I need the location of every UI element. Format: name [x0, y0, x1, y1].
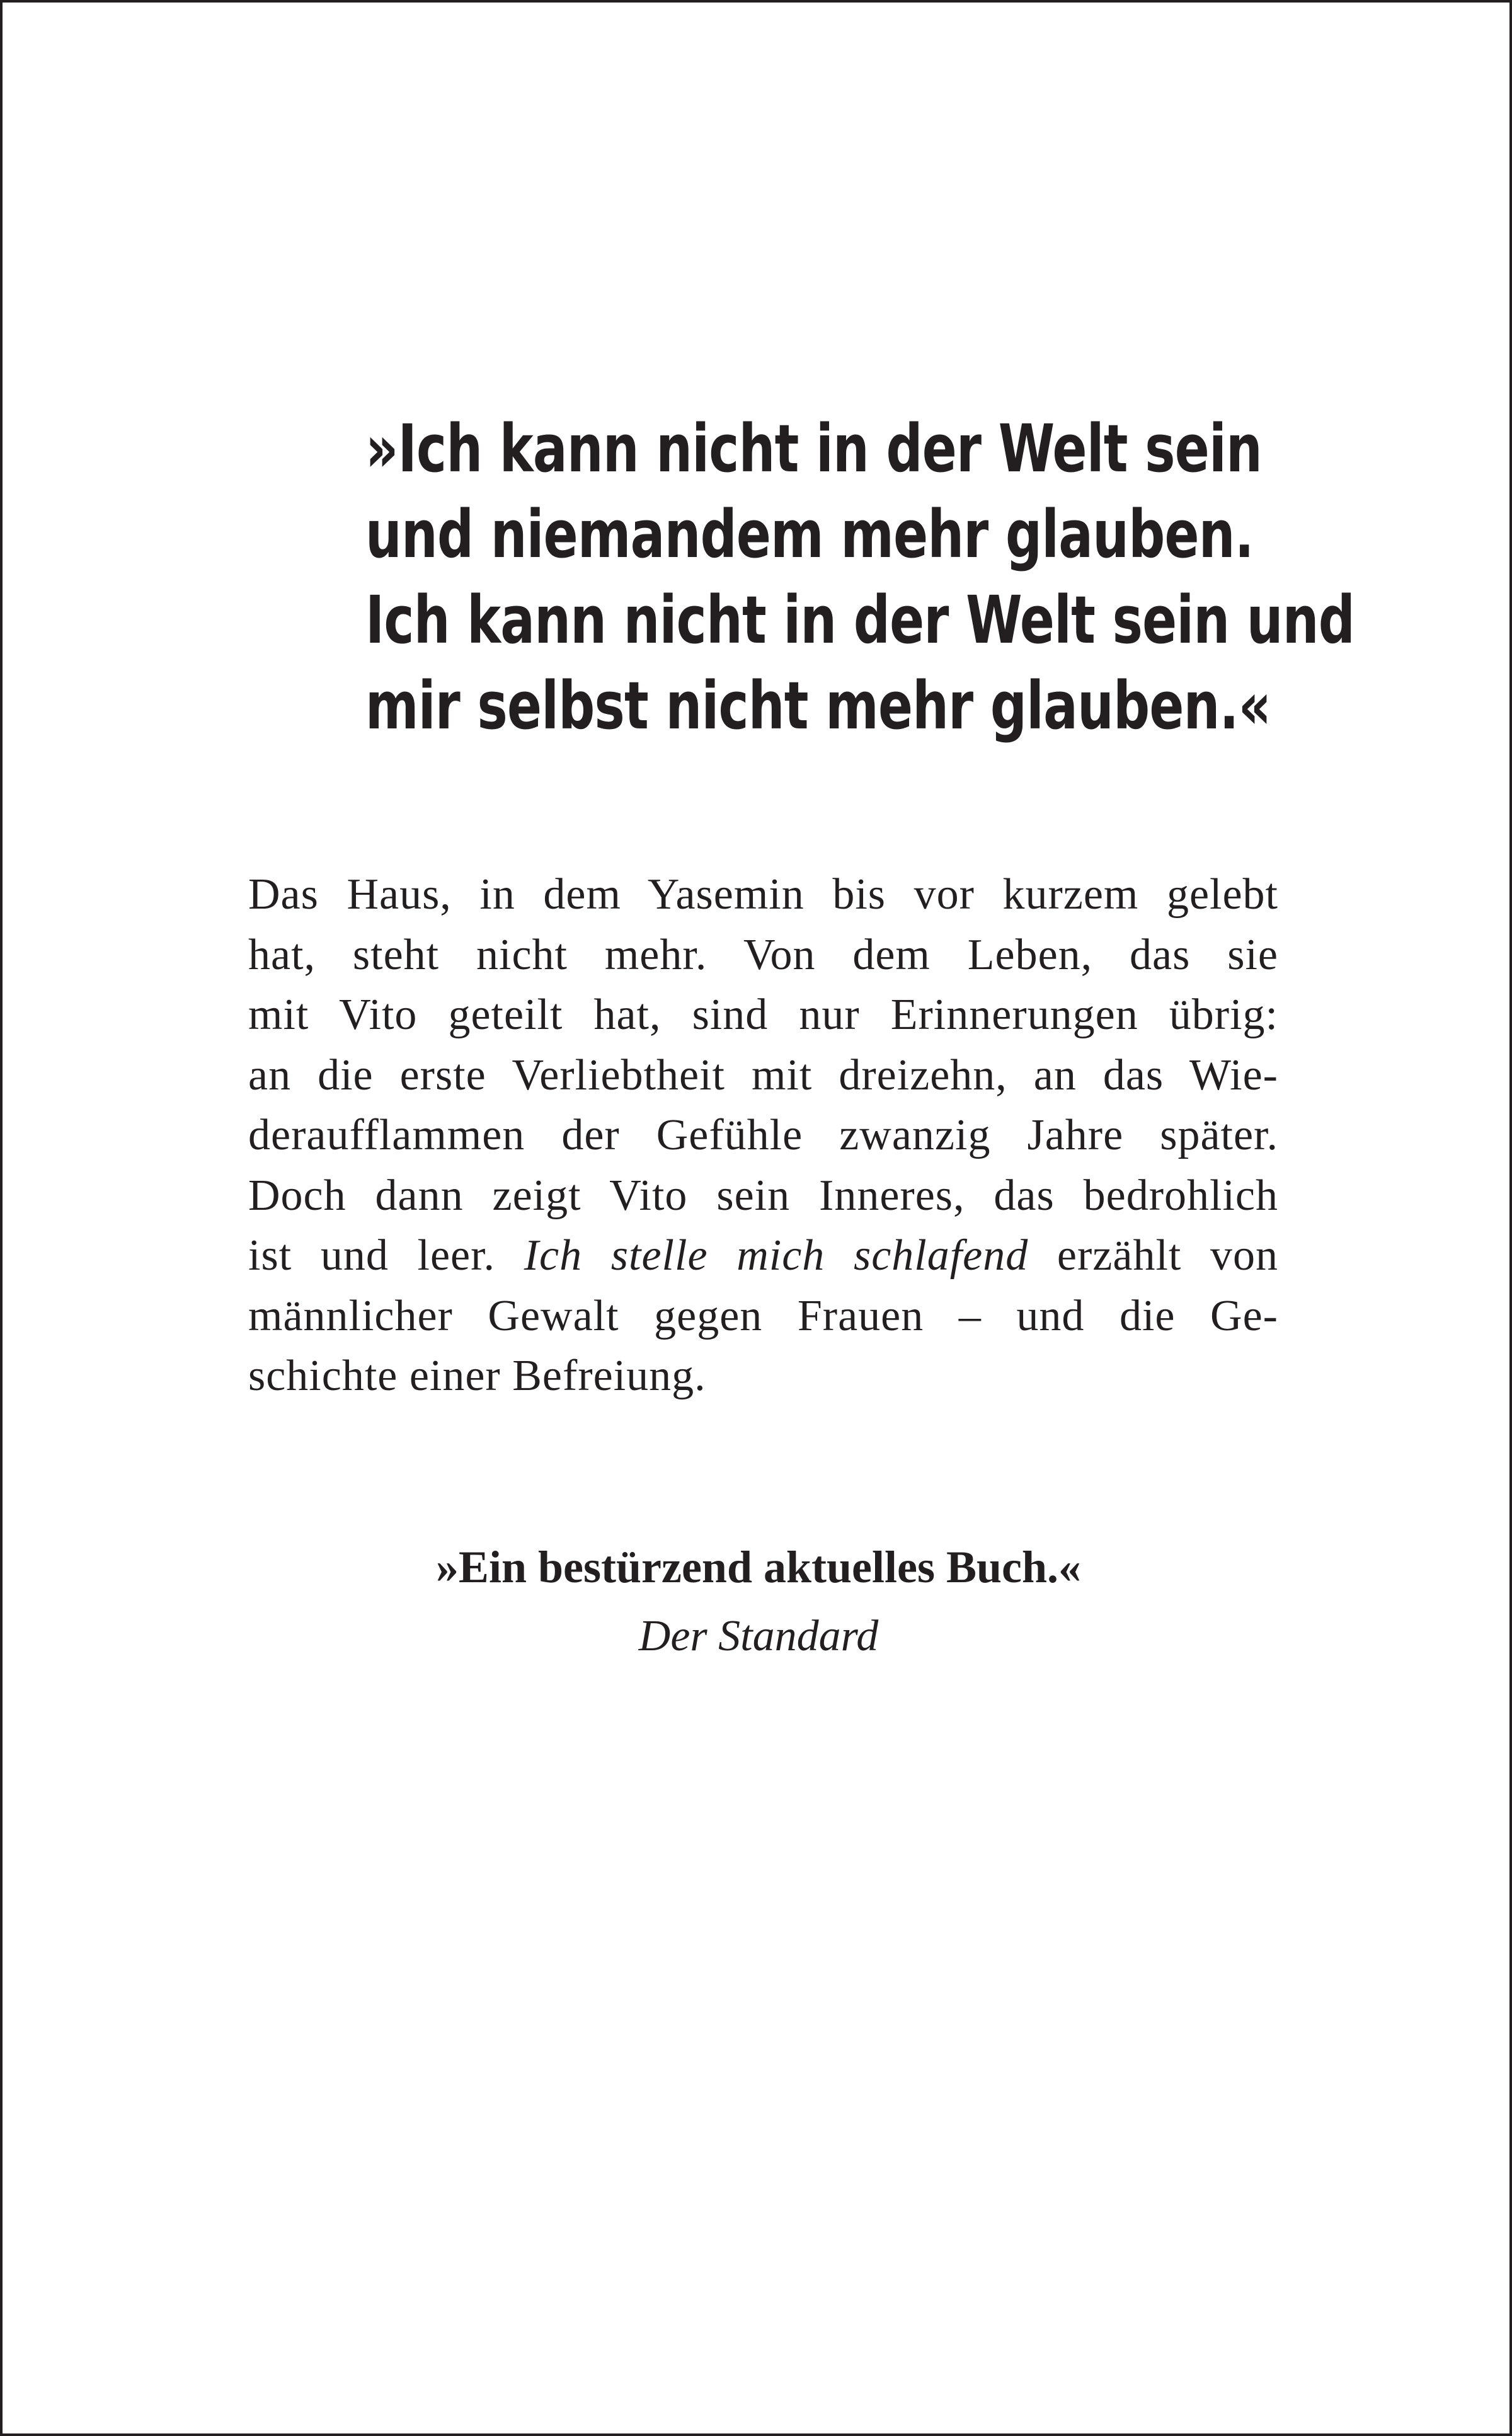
description-line: Doch dann zeigt Vito sein Inneres, das bedrohlich — [248, 1171, 1278, 1220]
press-review — [255, 1532, 1263, 1671]
description-line: Das Haus, in dem Yasemin bis vor kurzem gelebt — [248, 870, 1278, 919]
description-line: deraufflammen der Gefühle zwanzig Jahre später. — [248, 1111, 1278, 1159]
description-text: erzählt von — [1057, 1231, 1279, 1280]
headline-line: mir selbst nicht mehr glauben.« — [365, 667, 1271, 744]
review-source: Der Standard — [638, 1612, 879, 1660]
headline-quote — [365, 406, 1355, 749]
review-quote: »Ein bestürzend aktuelles Buch.« — [435, 1542, 1082, 1592]
description-line: männlicher Gewalt gegen Frauen – und die Ge- — [248, 1291, 1278, 1340]
description-line: hat, steht nicht mehr. Von dem Leben, das sie — [248, 930, 1278, 979]
headline-line: und niemandem mehr glauben. — [365, 496, 1254, 573]
headline-line: Ich kann nicht in der Welt sein und — [365, 582, 1355, 658]
book-description — [248, 865, 1278, 1406]
description-line: an die erste Verliebtheit mit dreizehn, an das Wie- — [248, 1050, 1278, 1100]
description-text: ist und leer. — [248, 1231, 496, 1280]
description-line: schichte einer Befreiung. — [248, 1352, 706, 1400]
book-title-italic: Ich stelle mich schlafend — [524, 1231, 1029, 1280]
description-line — [248, 1226, 1278, 1286]
headline-line: »Ich kann nicht in der Welt sein — [365, 410, 1262, 487]
description-line: mit Vito geteilt hat, sind nur Erinnerungen übrig: — [248, 991, 1278, 1039]
